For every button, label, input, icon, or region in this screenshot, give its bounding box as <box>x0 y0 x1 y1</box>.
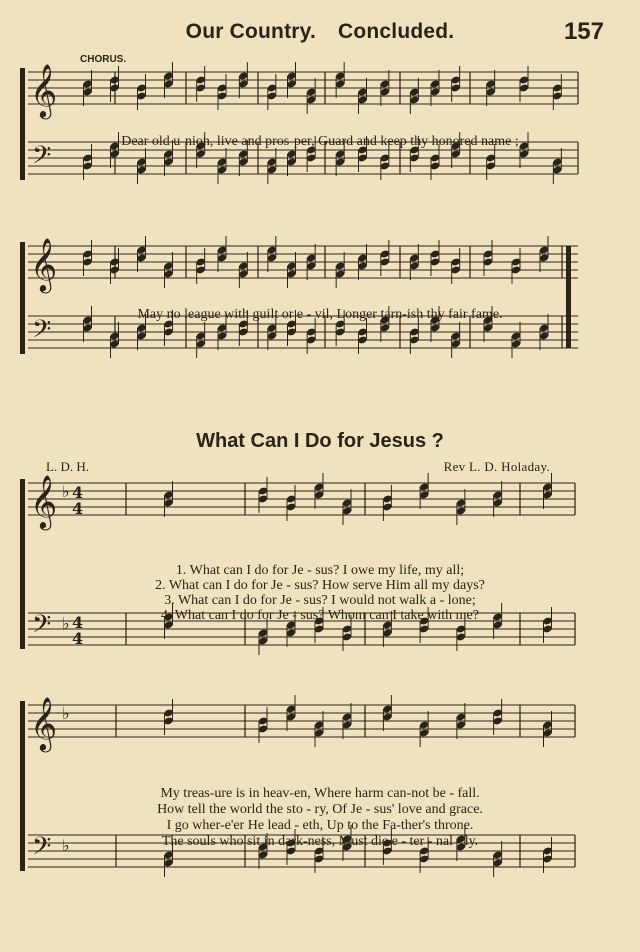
song2-author: Rev L. D. Holaday. <box>443 459 550 474</box>
system-brace <box>20 242 25 354</box>
header-title-part1: Our Country. <box>185 20 316 43</box>
flat-sign: ♭ <box>62 614 70 633</box>
song2-composer: L. D. H. <box>46 459 89 474</box>
song2-verse-2-line-2: How tell the world the sto - ry, Of Je - sus' love and grace. <box>157 802 483 817</box>
time-signature: 4 <box>72 483 84 502</box>
bass-clef: 𝄢 <box>32 832 52 867</box>
treble-clef: 𝄞 <box>30 696 58 750</box>
time-signature: 4 <box>72 629 84 648</box>
song1-lyric-line-1: Dear old u-nion, live and pros-per, Guard and keep thy honored name ; <box>121 134 519 149</box>
system-brace <box>20 68 25 180</box>
song2-verse-3-line-1: 3. What can I do for Je - sus? I would not walk a - lone; <box>164 593 476 608</box>
treble-clef: 𝄞 <box>30 474 58 528</box>
song2-verse-1-line-2: My treas-ure is in heav-en, Where harm can-not be - fall. <box>160 786 480 801</box>
bass-clef: 𝄢 <box>32 315 52 350</box>
flat-sign: ♭ <box>62 482 70 501</box>
song2-verse-4-line-1: 4. What can I do for Je - sus? Whom can I take with me? <box>161 608 479 623</box>
song2-title: What Can I Do for Jesus ? <box>196 430 444 452</box>
page-number: 157 <box>563 18 604 45</box>
time-signature: 4 <box>72 499 84 518</box>
bass-clef: 𝄢 <box>32 141 52 176</box>
song2-verse-4-line-2: The souls who sit in dark-ness, Must die e - ter - nal - ly. <box>161 834 479 849</box>
treble-clef: 𝄞 <box>30 237 58 291</box>
song1-lyric-line-2: May no league with guilt or e - vil, Longer tarn-ish thy fair fame. <box>137 307 503 322</box>
header-title-part2: Concluded. <box>338 20 455 43</box>
song2-verse-1-line-1: 1. What can I do for Je - sus? I owe my life, my all; <box>175 563 465 578</box>
flat-sign: ♭ <box>62 704 70 723</box>
song2-verse-2-line-1: 2. What can I do for Je - sus? How serve Him all my days? <box>155 578 485 593</box>
chorus-label: CHORUS. <box>80 54 127 65</box>
final-barline <box>566 246 571 348</box>
flat-sign: ♭ <box>62 836 70 855</box>
time-signature: 4 <box>72 613 84 632</box>
treble-clef: 𝄞 <box>30 63 58 117</box>
song2-verse-3-line-2: I go wher-e'er He lead - eth, Up to the Fa-ther's throne. <box>166 818 474 833</box>
bass-clef: 𝄢 <box>32 610 52 645</box>
